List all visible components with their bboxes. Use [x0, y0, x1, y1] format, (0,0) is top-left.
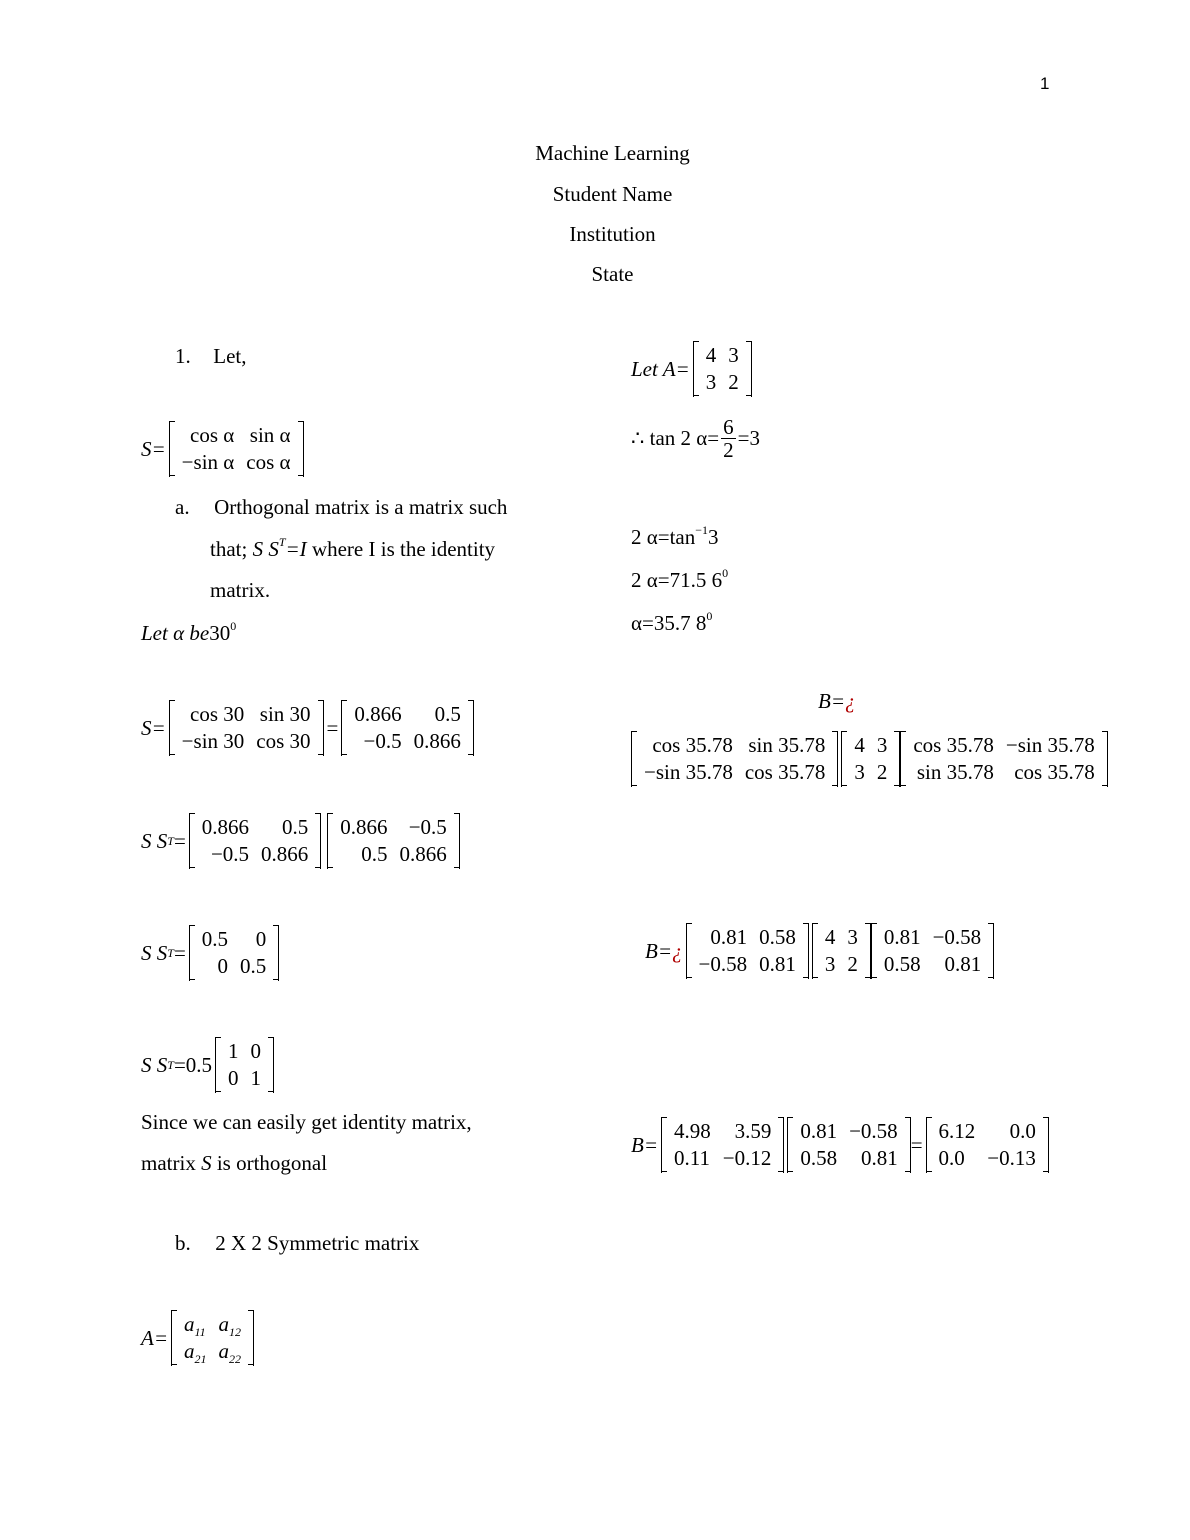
- b-final-product: [631, 1117, 1052, 1173]
- matrix-cell: 0.81: [759, 952, 796, 976]
- sst-matrix-1: [189, 813, 322, 869]
- cell-base: a: [184, 1312, 195, 1336]
- b-label: B=: [631, 1132, 658, 1157]
- matrix-cell: 3: [876, 733, 888, 757]
- matrix-cell: 3: [824, 952, 836, 976]
- equals: =: [910, 1132, 923, 1157]
- degree-sup: 0: [230, 619, 237, 633]
- sst-result: S S T = 0.5 0 0 0.5: [141, 925, 282, 981]
- matrix-cell: sin 30: [259, 702, 311, 726]
- item-1: [175, 344, 246, 369]
- matrix-cell: 3: [854, 760, 865, 784]
- sst-label: S S: [141, 1052, 168, 1077]
- matrix-cell: −0.12: [722, 1146, 772, 1170]
- conclusion-var: S: [201, 1151, 212, 1175]
- matrix-cell: 0.5: [201, 927, 229, 951]
- matrix-cell: [213, 1312, 248, 1337]
- cell-sub: 11: [194, 1325, 206, 1339]
- item-a-text: that;: [210, 537, 248, 561]
- sst-product: S S T = 0.866 0.5 −0.5 0.866 0.866 −0.5 0.5 0.866: [141, 813, 463, 869]
- s-matrix: [169, 421, 304, 477]
- item-a-text: where I is the identity: [311, 537, 496, 561]
- matrix-cell: 6.12: [938, 1119, 976, 1143]
- sst-scaled-identity: S S T =0.5 1 0 0 1: [141, 1037, 277, 1093]
- matrix-cell: 0.866: [261, 842, 309, 866]
- matrix-cell: 3.59: [734, 1119, 772, 1143]
- let-alpha-text: Let α be: [141, 621, 210, 645]
- s-matrix-definition: [141, 421, 307, 477]
- matrix-cell: 0.866: [399, 842, 447, 866]
- item-a-line2: [210, 537, 495, 562]
- matrix-cell: 4: [705, 343, 717, 367]
- conclusion-text: matrix: [141, 1151, 196, 1175]
- matrix-cell: 0.58: [759, 925, 796, 949]
- matrix-cell: cos 35.78: [1014, 760, 1095, 784]
- matrix-cell: 2: [728, 370, 739, 394]
- matrix-cell: cos 35.78: [652, 733, 733, 757]
- matrix-cell: cos 30: [256, 729, 311, 753]
- degree-sup: 0: [722, 566, 729, 580]
- let-a-definition: [631, 341, 755, 397]
- a-symmetric-definition: [141, 1310, 257, 1366]
- matrix-cell: 0: [255, 927, 267, 951]
- cell-base: a: [184, 1339, 195, 1363]
- b-label: B=: [818, 689, 845, 713]
- b-final-matrix-1: [661, 1117, 784, 1173]
- alpha-step-3: [631, 611, 712, 636]
- matrix-cell: 0.81: [883, 925, 921, 949]
- sst-result-matrix: [189, 925, 280, 981]
- item-1-text: Let,: [213, 344, 247, 368]
- inverted-question: ¿: [672, 938, 683, 963]
- item-a-line1: [175, 495, 507, 520]
- matrix-cell: 3: [847, 925, 858, 949]
- cell-sub: 22: [229, 1352, 241, 1366]
- matrix-cell: −0.58: [698, 952, 748, 976]
- s30-numeric-matrix: [341, 700, 474, 756]
- s30-equation: [141, 700, 477, 756]
- matrix-cell: 4: [854, 733, 865, 757]
- conclusion-line1: Since we can easily get identity matrix,: [141, 1110, 472, 1134]
- matrix-cell: 0.866: [413, 729, 461, 753]
- sst-label: S S: [141, 940, 168, 965]
- item-a-letter: a.: [175, 495, 190, 519]
- matrix-cell: 0.81: [860, 1146, 898, 1170]
- tan-text: ∴ tan 2 α=: [631, 426, 720, 450]
- title-course: Machine Learning: [535, 141, 690, 165]
- matrix-cell: 1: [250, 1066, 262, 1090]
- title-institution: Institution: [569, 222, 656, 246]
- numerator: 6: [723, 415, 734, 439]
- denominator: 2: [723, 438, 734, 462]
- matrix-cell: 0: [250, 1039, 262, 1063]
- matrix-cell: cos α: [246, 450, 291, 474]
- matrix-cell: −sin α: [181, 450, 235, 474]
- alpha-text: α=35.7 8: [631, 611, 707, 635]
- b-trig-matrix-3: [900, 731, 1107, 787]
- matrix-cell: cos 30: [190, 702, 245, 726]
- item-b: [175, 1231, 419, 1256]
- matrix-cell: 0.866: [354, 702, 402, 726]
- page-number: 1: [1040, 74, 1050, 93]
- cell-sub: 12: [229, 1325, 241, 1339]
- b-trig-product: [631, 731, 1108, 787]
- inverted-question: ¿: [845, 689, 856, 713]
- matrix-cell: 2: [847, 952, 858, 976]
- b-numeric-product: [645, 923, 994, 979]
- alpha-text: 2 α=tan: [631, 525, 696, 549]
- matrix-cell: [213, 1339, 248, 1364]
- alpha-text: 3: [708, 525, 719, 549]
- let-a-label: Let A=: [631, 356, 690, 381]
- b-trig-matrix-2: [841, 731, 900, 787]
- cell-base: a: [218, 1339, 229, 1363]
- matrix-cell: 4: [824, 925, 836, 949]
- matrix-cell: −sin 35.78: [1005, 733, 1095, 757]
- item-a-text-line1: Orthogonal matrix is a matrix such: [214, 495, 508, 519]
- b-numeric-matrix-3: [871, 923, 994, 979]
- s-label: S=: [141, 715, 166, 740]
- sst-label: S S: [141, 828, 168, 853]
- matrix-cell: 0.866: [340, 815, 388, 839]
- matrix-cell: −0.5: [408, 815, 447, 839]
- matrix-cell: −0.58: [932, 925, 982, 949]
- matrix-cell: −sin 35.78: [644, 760, 733, 784]
- matrix-cell: sin α: [249, 423, 291, 447]
- matrix-cell: 4.98: [674, 1119, 711, 1143]
- matrix-cell: 0.5: [361, 842, 388, 866]
- scalar: =0.5: [173, 1052, 213, 1077]
- matrix-cell: sin 35.78: [916, 760, 994, 784]
- cell-base: a: [218, 1312, 229, 1336]
- alpha-step-1: [631, 525, 719, 550]
- degree-sup: 0: [706, 609, 713, 623]
- matrix-cell: −0.5: [363, 729, 402, 753]
- matrix-cell: −0.58: [849, 1119, 898, 1143]
- matrix-cell: 3: [728, 343, 739, 367]
- cell-sub: 21: [194, 1352, 207, 1366]
- inverse-sup: −1: [695, 523, 709, 537]
- matrix-cell: [178, 1339, 213, 1364]
- matrix-cell: 0.58: [800, 1146, 838, 1170]
- matrix-cell: 0.0: [938, 1146, 965, 1170]
- matrix-cell: 0.5: [240, 954, 267, 978]
- title-student: Student Name: [552, 182, 673, 206]
- matrix-cell: 0.0: [1009, 1119, 1036, 1143]
- matrix-cell: 0.866: [201, 815, 250, 839]
- matrix-cell: 0.5: [282, 815, 309, 839]
- matrix-cell: 0.81: [710, 925, 748, 949]
- item-b-letter: b.: [175, 1231, 191, 1255]
- b-final-matrix-2: [787, 1117, 910, 1173]
- item-1-number: 1.: [175, 344, 191, 368]
- equals: =: [173, 828, 186, 853]
- matrix-cell: sin 35.78: [748, 733, 826, 757]
- item-b-text: 2 X 2 Symmetric matrix: [215, 1231, 420, 1255]
- matrix-cell: 0.5: [434, 702, 461, 726]
- matrix-cell: 3: [705, 370, 717, 394]
- identity-math: =I: [285, 537, 307, 561]
- title-state: State: [591, 262, 634, 286]
- equals: =: [173, 940, 186, 965]
- sst-math: S S: [252, 537, 279, 561]
- s30-matrix: [169, 700, 324, 756]
- b-numeric-matrix-2: [812, 923, 871, 979]
- identity-matrix: [215, 1037, 274, 1093]
- sst-matrix-2: [327, 813, 460, 869]
- matrix-cell: 0.81: [944, 952, 982, 976]
- matrix-cell: 0: [217, 954, 229, 978]
- b-numeric-matrix-1: [686, 923, 809, 979]
- matrix-cell: cos 35.78: [913, 733, 994, 757]
- tan-result: =3: [737, 426, 760, 450]
- alpha-step-2: [631, 568, 728, 593]
- item-a-line3: matrix.: [210, 578, 271, 602]
- matrix-cell: 1: [228, 1039, 239, 1063]
- s-label: S=: [141, 436, 166, 461]
- matrix-cell: cos α: [190, 423, 235, 447]
- let-a-matrix: [693, 341, 752, 397]
- matrix-cell: −sin 30: [181, 729, 245, 753]
- tan-equation: [631, 416, 760, 461]
- conclusion-text: is orthogonal: [216, 1151, 328, 1175]
- matrix-cell: −0.5: [210, 842, 250, 866]
- b-label-line: [818, 689, 856, 714]
- matrix-cell: 0: [228, 1066, 239, 1090]
- matrix-cell: [178, 1312, 213, 1337]
- matrix-cell: cos 35.78: [744, 760, 826, 784]
- matrix-cell: −0.13: [987, 1146, 1036, 1170]
- matrix-cell: 0.81: [800, 1119, 838, 1143]
- matrix-cell: 2: [876, 760, 888, 784]
- equals: =: [326, 715, 339, 740]
- matrix-cell: 0.11: [674, 1146, 710, 1170]
- transpose-sup: T: [278, 535, 286, 549]
- let-alpha-value: 30: [209, 621, 231, 645]
- a-general-matrix: [171, 1310, 254, 1366]
- b-final-result-matrix: [926, 1117, 1049, 1173]
- conclusion-line2: [141, 1151, 327, 1176]
- b-trig-matrix-1: [631, 731, 838, 787]
- fraction: [721, 416, 736, 461]
- a-label: A=: [141, 1325, 168, 1350]
- let-alpha: [141, 621, 236, 646]
- alpha-text: 2 α=71.5 6: [631, 568, 723, 592]
- matrix-cell: 0.58: [883, 952, 921, 976]
- b-label: B=: [645, 938, 672, 963]
